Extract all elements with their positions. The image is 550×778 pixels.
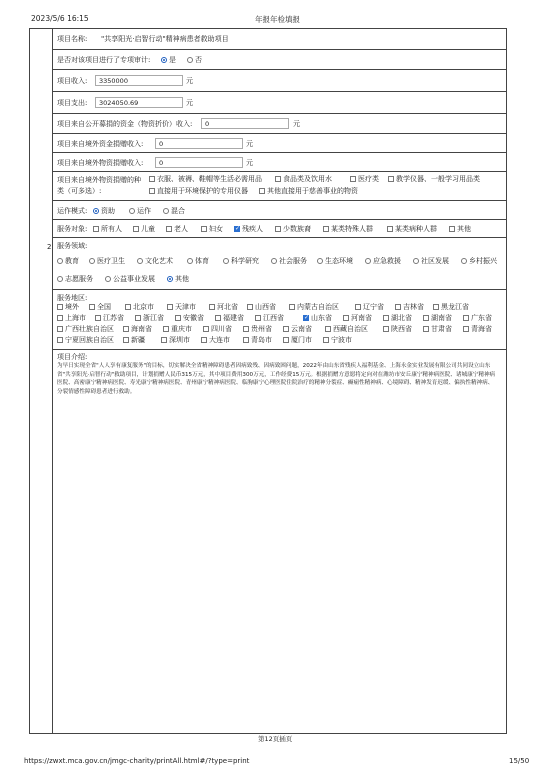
foreign-funds-field[interactable]: 0: [155, 138, 243, 149]
audit-yes-label: 是: [169, 56, 176, 64]
region-option[interactable]: [57, 324, 114, 334]
target-option-label: 老人: [174, 225, 188, 233]
targets-label: 服务对象:: [57, 225, 88, 233]
checkbox-icon[interactable]: [201, 337, 207, 343]
goods-option-label: 其他直接用于慈善事业的物资: [267, 187, 358, 195]
region-option[interactable]: [283, 324, 312, 334]
foreign-goods-row: [53, 152, 507, 171]
intro-label: 项目介绍:: [57, 353, 88, 361]
checkbox-icon[interactable]: [149, 176, 155, 182]
mode-option-label: 混合: [171, 207, 185, 215]
audit-label: 是否对该项目进行了专项审计:: [57, 56, 151, 64]
print-url: https://zwxt.mca.gov.cn/jmgc-charity/printAll.html#/?type=print: [24, 757, 250, 765]
checkbox-icon[interactable]: [283, 326, 289, 332]
region-label: 四川省: [211, 325, 232, 333]
region-option[interactable]: [175, 313, 204, 323]
region-label: 海南省: [131, 325, 152, 333]
region-label: 新疆: [131, 336, 145, 344]
field-option[interactable]: [317, 256, 353, 266]
radio-icon[interactable]: [89, 258, 95, 264]
regions-label: 服务地区:: [57, 294, 88, 302]
region-label: 湖南省: [431, 314, 452, 322]
checkbox-checked-icon[interactable]: [234, 226, 240, 232]
region-option[interactable]: [89, 302, 111, 312]
region-option[interactable]: [255, 313, 284, 323]
region-option[interactable]: [243, 335, 272, 345]
region-label: 内蒙古自治区: [297, 303, 339, 311]
region-option[interactable]: [355, 302, 384, 312]
goods-option-label: 医疗类: [358, 175, 379, 183]
radio-icon[interactable]: [271, 258, 277, 264]
field-option-label: 医疗卫生: [97, 257, 125, 265]
checkbox-icon[interactable]: [255, 315, 261, 321]
target-option-label: 某类病种人群: [395, 225, 437, 233]
checkbox-checked-icon[interactable]: [303, 315, 309, 321]
foreign-goods-unit: 元: [246, 159, 253, 167]
checkbox-icon[interactable]: [57, 304, 63, 310]
goods-option[interactable]: [275, 174, 332, 184]
region-label: 贵州省: [251, 325, 272, 333]
checkbox-icon[interactable]: [215, 315, 221, 321]
radio-icon[interactable]: [187, 57, 193, 63]
checkbox-icon[interactable]: [166, 226, 172, 232]
checkbox-icon[interactable]: [275, 226, 281, 232]
fields-row: [53, 237, 507, 289]
region-option[interactable]: [161, 335, 190, 345]
goods-option[interactable]: [149, 186, 248, 196]
row-number: 2: [47, 243, 52, 251]
field-option[interactable]: [105, 274, 155, 284]
region-label: 宁波市: [331, 336, 352, 344]
goods-option-label: 食品类及饮用水: [283, 175, 332, 183]
region-label: 辽宁省: [363, 303, 384, 311]
radio-icon[interactable]: [187, 258, 193, 264]
region-option[interactable]: [201, 335, 230, 345]
region-label: 福建省: [223, 314, 244, 322]
region-option[interactable]: [163, 324, 192, 334]
audit-row: [53, 49, 507, 69]
page-insert-label: 第12页插页: [258, 735, 293, 743]
field-option-label: 社区发展: [421, 257, 449, 265]
region-label: 宁夏回族自治区: [65, 336, 114, 344]
checkbox-icon[interactable]: [343, 315, 349, 321]
target-option-label: 所有人: [101, 225, 122, 233]
public-raise-field[interactable]: 0: [201, 118, 289, 129]
field-option[interactable]: [89, 256, 125, 266]
target-option[interactable]: [323, 224, 373, 234]
checkbox-icon[interactable]: [387, 226, 393, 232]
field-option-label: 科学研究: [231, 257, 259, 265]
target-option-label: 少数族裔: [283, 225, 311, 233]
region-label: 云南省: [291, 325, 312, 333]
field-option-label: 应急救援: [373, 257, 401, 265]
row-number-column: [29, 28, 53, 734]
mode-option-label: 运作: [137, 207, 151, 215]
field-option[interactable]: [461, 256, 497, 266]
target-option-label: 残疾人: [242, 225, 263, 233]
foreign-funds-unit: 元: [246, 140, 253, 148]
region-label: 江苏省: [103, 314, 124, 322]
region-option[interactable]: [123, 324, 152, 334]
public-raise-label: 项目来自公开募捐的资金（物资折价）收入:: [57, 120, 193, 128]
intro-row: [53, 349, 507, 734]
region-label: 河南省: [351, 314, 372, 322]
region-label: 大连市: [209, 336, 230, 344]
region-label: 天津市: [175, 303, 196, 311]
target-option[interactable]: [449, 224, 471, 234]
page-title: 年报年检填报: [255, 15, 300, 24]
audit-no-label: 否: [195, 56, 202, 64]
foreign-funds-label: 项目来自境外资金捐赠收入:: [57, 140, 144, 148]
region-label: 黑龙江省: [441, 303, 469, 311]
goods-option[interactable]: [388, 174, 480, 184]
mode-label: 运作模式:: [57, 207, 88, 215]
region-option[interactable]: [423, 324, 452, 334]
region-option[interactable]: [243, 324, 272, 334]
region-option[interactable]: [289, 302, 339, 312]
expense-field[interactable]: 3024050.69: [95, 97, 183, 108]
target-option[interactable]: [166, 224, 188, 234]
checkbox-icon[interactable]: [209, 304, 215, 310]
region-label: 青海省: [471, 325, 492, 333]
goods-option-label: 直接用于环境保护的专用仪器: [157, 187, 248, 195]
field-option-label: 文化艺术: [145, 257, 173, 265]
region-option[interactable]: [95, 313, 124, 323]
public-raise-row: [53, 113, 507, 133]
radio-icon[interactable]: [129, 208, 135, 214]
goods-option[interactable]: [149, 174, 262, 184]
region-option[interactable]: [323, 335, 352, 345]
intro-text: 为早日实现全省"人人享有康复服务"的目标，切实解决全省精神障碍患者因病致残、因病致困问题，2022年由山东省残疾人福利基金、上海永金实业发展有限公司共同设立山东省"共享阳光·启智行动"救助项目，计划捐赠人民币315万元，其中项目费用300万元，工作经费15万元。根据捐赠方意愿将定向对在潍坊市安丘康宁精神病医院、诸城康宁精神病医院、高密康宁精神病医院、寿光康宁精神病医院、青州康宁精神病医院、临朐康宁心理医院住院治疗的精神分裂症、癫痫性精神病、心境障碍、精神发育迟缓、偏执性精神病、分裂情感性障碍患者进行救助。: [57, 363, 496, 395]
public-raise-unit: 元: [293, 120, 300, 128]
region-label: 江西省: [263, 314, 284, 322]
goods-types-label-2: 类（可多选）:: [57, 187, 102, 195]
checkbox-icon[interactable]: [423, 315, 429, 321]
checkbox-icon[interactable]: [57, 315, 63, 321]
field-option[interactable]: [271, 256, 307, 266]
checkbox-icon[interactable]: [149, 188, 155, 194]
target-option[interactable]: [201, 224, 223, 234]
target-option-label: 其他: [457, 225, 471, 233]
expense-label: 项目支出:: [57, 99, 88, 107]
region-option[interactable]: [423, 313, 452, 323]
region-label: 甘肃省: [431, 325, 452, 333]
region-option[interactable]: [325, 324, 368, 334]
radio-icon[interactable]: [105, 276, 111, 282]
field-option-label: 生态环境: [325, 257, 353, 265]
income-field[interactable]: 3350000: [95, 75, 183, 86]
checkbox-icon[interactable]: [201, 226, 207, 232]
region-option[interactable]: [123, 335, 145, 345]
target-option-label: 儿童: [141, 225, 155, 233]
checkbox-icon[interactable]: [395, 304, 401, 310]
region-option[interactable]: [135, 313, 164, 323]
checkbox-icon[interactable]: [163, 326, 169, 332]
region-label: 重庆市: [171, 325, 192, 333]
checkbox-icon[interactable]: [203, 326, 209, 332]
checkbox-icon[interactable]: [383, 326, 389, 332]
checkbox-icon[interactable]: [247, 304, 253, 310]
checkbox-icon[interactable]: [388, 176, 394, 182]
region-label: 厦门市: [291, 336, 312, 344]
audit-no-option[interactable]: [187, 55, 202, 65]
foreign-goods-field[interactable]: 0: [155, 157, 243, 168]
region-label: 安徽省: [183, 314, 204, 322]
checkbox-icon[interactable]: [423, 326, 429, 332]
checkbox-icon[interactable]: [161, 337, 167, 343]
checkbox-icon[interactable]: [350, 176, 356, 182]
region-option[interactable]: [57, 313, 86, 323]
radio-icon[interactable]: [461, 258, 467, 264]
field-option[interactable]: [187, 256, 209, 266]
checkbox-icon[interactable]: [57, 326, 63, 332]
print-date: 2023/5/6 16:15: [31, 14, 89, 23]
project-name-label: 项目名称:: [57, 35, 88, 43]
checkbox-icon[interactable]: [383, 315, 389, 321]
project-name-value: "共享阳光·启智行动"精神病患者救助项目: [101, 35, 229, 43]
checkbox-icon[interactable]: [355, 304, 361, 310]
region-option[interactable]: [343, 313, 372, 323]
mode-option[interactable]: [129, 206, 151, 216]
checkbox-icon[interactable]: [259, 188, 265, 194]
target-option[interactable]: [133, 224, 155, 234]
region-label: 西藏自治区: [333, 325, 368, 333]
region-option[interactable]: [203, 324, 232, 334]
radio-icon[interactable]: [57, 258, 63, 264]
fields-label: 服务领域:: [57, 242, 88, 250]
checkbox-icon[interactable]: [325, 326, 331, 332]
region-label: 青岛市: [251, 336, 272, 344]
mode-row: [53, 200, 507, 219]
checkbox-icon[interactable]: [175, 315, 181, 321]
checkbox-icon[interactable]: [125, 304, 131, 310]
mode-option-label: 资助: [101, 207, 115, 215]
checkbox-icon[interactable]: [283, 337, 289, 343]
region-label: 全国: [97, 303, 111, 311]
region-option[interactable]: [463, 313, 492, 323]
region-label: 河北省: [217, 303, 238, 311]
region-label: 上海市: [65, 314, 86, 322]
goods-option-label: 教学仪器、一般学习用品类: [396, 175, 480, 183]
checkbox-icon[interactable]: [135, 315, 141, 321]
checkbox-icon[interactable]: [289, 304, 295, 310]
radio-icon[interactable]: [317, 258, 323, 264]
radio-selected-icon[interactable]: [161, 57, 167, 63]
checkbox-icon[interactable]: [57, 337, 63, 343]
region-option-checked[interactable]: [303, 313, 332, 323]
checkbox-icon[interactable]: [89, 304, 95, 310]
field-option[interactable]: [413, 256, 449, 266]
region-option[interactable]: [215, 313, 244, 323]
radio-icon[interactable]: [57, 276, 63, 282]
field-option-label: 其他: [175, 275, 189, 283]
mode-option[interactable]: [93, 206, 115, 216]
radio-selected-icon[interactable]: [93, 208, 99, 214]
field-option[interactable]: [137, 256, 173, 266]
target-option[interactable]: [387, 224, 437, 234]
checkbox-icon[interactable]: [123, 337, 129, 343]
checkbox-icon[interactable]: [275, 176, 281, 182]
radio-icon[interactable]: [137, 258, 143, 264]
field-option-selected[interactable]: [167, 274, 189, 284]
page-number: 15/50: [509, 757, 530, 765]
region-option[interactable]: [247, 302, 276, 312]
region-label: 北京市: [133, 303, 154, 311]
checkbox-icon[interactable]: [123, 326, 129, 332]
region-label: 陕西省: [391, 325, 412, 333]
regions-row: [53, 289, 507, 349]
radio-icon[interactable]: [163, 208, 169, 214]
region-label: 广东省: [471, 314, 492, 322]
field-option[interactable]: [57, 274, 93, 284]
field-option-label: 教育: [65, 257, 79, 265]
region-label: 吉林省: [403, 303, 424, 311]
field-option[interactable]: [57, 256, 79, 266]
targets-row: [53, 219, 507, 237]
region-option[interactable]: [433, 302, 469, 312]
mode-option[interactable]: [163, 206, 185, 216]
expense-row: [53, 91, 507, 113]
target-option-label: 某类特殊人群: [331, 225, 373, 233]
checkbox-icon[interactable]: [323, 226, 329, 232]
goods-option[interactable]: [259, 186, 358, 196]
checkbox-icon[interactable]: [93, 226, 99, 232]
project-name-row: [53, 28, 507, 49]
field-option-label: 志愿服务: [65, 275, 93, 283]
target-option[interactable]: [275, 224, 311, 234]
audit-yes-option[interactable]: [161, 55, 176, 65]
region-option[interactable]: [463, 324, 492, 334]
target-option[interactable]: [93, 224, 122, 234]
radio-icon[interactable]: [365, 258, 371, 264]
region-label: 山东省: [311, 314, 332, 322]
region-option[interactable]: [57, 302, 79, 312]
region-option[interactable]: [209, 302, 238, 312]
field-option-label: 乡村振兴: [469, 257, 497, 265]
goods-types-label-1: 项目来自境外物资捐赠的种: [57, 176, 141, 184]
foreign-funds-row: [53, 133, 507, 152]
target-option-checked[interactable]: [234, 224, 263, 234]
target-option-label: 妇女: [209, 225, 223, 233]
income-row: [53, 69, 507, 91]
field-option-label: 公益事业发展: [113, 275, 155, 283]
region-option[interactable]: [283, 335, 312, 345]
region-label: 广西壮族自治区: [65, 325, 114, 333]
checkbox-icon[interactable]: [323, 337, 329, 343]
checkbox-icon[interactable]: [243, 337, 249, 343]
goods-types-row: [53, 171, 507, 200]
region-label: 深圳市: [169, 336, 190, 344]
field-option[interactable]: [223, 256, 259, 266]
income-label: 项目收入:: [57, 77, 88, 85]
radio-icon[interactable]: [223, 258, 229, 264]
region-label: 湖北省: [391, 314, 412, 322]
goods-option-label: 衣服、被褥、鞋帽等生活必需用品: [157, 175, 262, 183]
region-option[interactable]: [125, 302, 154, 312]
checkbox-icon[interactable]: [133, 226, 139, 232]
expense-unit: 元: [186, 99, 193, 107]
checkbox-icon[interactable]: [463, 315, 469, 321]
field-option-label: 社会服务: [279, 257, 307, 265]
region-label: 山西省: [255, 303, 276, 311]
region-label: 浙江省: [143, 314, 164, 322]
region-option[interactable]: [383, 324, 412, 334]
income-unit: 元: [186, 77, 193, 85]
region-option[interactable]: [167, 302, 196, 312]
region-option[interactable]: [57, 335, 114, 345]
region-option[interactable]: [395, 302, 424, 312]
field-option-label: 体育: [195, 257, 209, 265]
region-label: 境外: [65, 303, 79, 311]
checkbox-icon[interactable]: [95, 315, 101, 321]
radio-icon[interactable]: [413, 258, 419, 264]
foreign-goods-label: 项目来自境外物资捐赠收入:: [57, 159, 144, 167]
radio-selected-icon[interactable]: [167, 276, 173, 282]
checkbox-icon[interactable]: [243, 326, 249, 332]
checkbox-icon[interactable]: [463, 326, 469, 332]
field-option[interactable]: [365, 256, 401, 266]
goods-option[interactable]: [350, 174, 379, 184]
checkbox-icon[interactable]: [449, 226, 455, 232]
checkbox-icon[interactable]: [167, 304, 173, 310]
region-option[interactable]: [383, 313, 412, 323]
checkbox-icon[interactable]: [433, 304, 439, 310]
